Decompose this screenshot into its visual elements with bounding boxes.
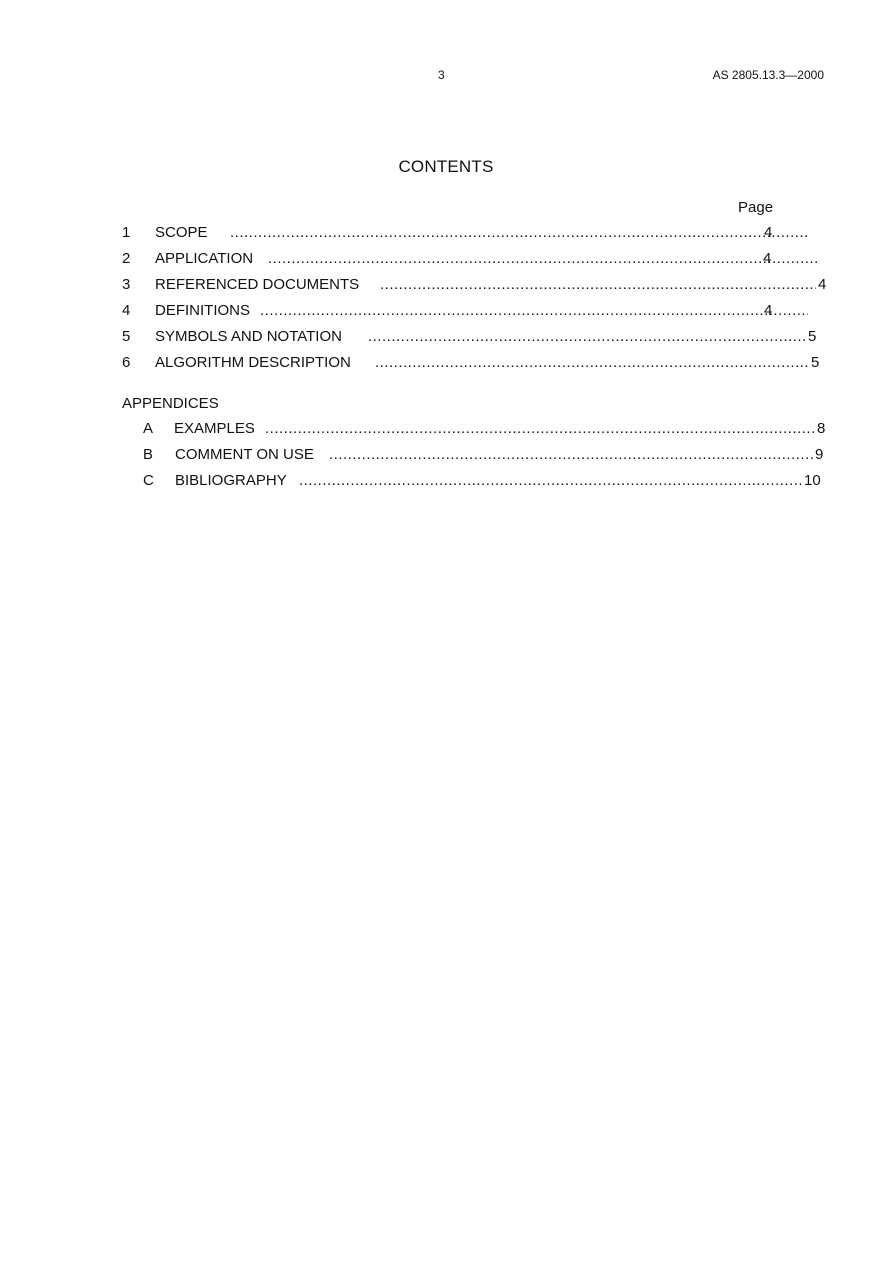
toc-entry-page: 4 [763,250,772,267]
toc-entry-scope[interactable] [122,222,812,244]
toc-entry-appendix-bibliography[interactable] [143,470,843,492]
toc-leader-dots [299,470,801,492]
toc-leader-dots [380,274,816,296]
toc-entry-symbols-and-notation[interactable] [122,326,832,348]
toc-entry-title: REFERENCED DOCUMENTS [155,276,360,293]
appendices-heading: APPENDICES [122,395,219,412]
toc-entry-appendix-examples[interactable] [143,418,843,440]
page-column-label: Page [738,199,774,216]
toc-entry-letter: C [143,472,154,489]
toc-leader-dots [329,444,813,466]
toc-entry-title: SYMBOLS AND NOTATION [155,328,342,345]
toc-leader-dots [260,300,808,322]
toc-entry-letter: A [143,420,154,437]
toc-entry-page: 5 [811,354,820,371]
toc-entry-number: 4 [122,302,131,319]
toc-entry-title: BIBLIOGRAPHY [175,472,287,489]
toc-entry-title: SCOPE [155,224,208,241]
toc-leader-dots [268,248,818,270]
toc-entry-letter: B [143,446,154,463]
toc-entry-page: 8 [817,420,826,437]
toc-entry-number: 3 [122,276,131,293]
toc-entry-appendix-comment-on-use[interactable] [143,444,843,466]
toc-entry-page: 5 [808,328,817,345]
toc-entry-title: DEFINITIONS [155,302,251,319]
toc-leader-dots [368,326,806,348]
toc-entry-title: ALGORITHM DESCRIPTION [155,354,351,371]
contents-title: CONTENTS [398,157,494,176]
toc-entry-page: 4 [764,224,773,241]
toc-entry-algorithm-description[interactable] [122,352,832,374]
toc-entry-title: EXAMPLES [174,420,255,437]
toc-leader-dots [375,352,809,374]
toc-leader-dots [230,222,808,244]
toc-entry-number: 1 [122,224,131,241]
toc-entry-referenced-documents[interactable] [122,274,832,296]
document-code: AS 2805.13.3—2000 [712,68,824,82]
toc-entry-definitions[interactable] [122,300,822,322]
toc-entry-page: 4 [764,302,773,319]
toc-entry-page: 10 [804,472,821,489]
toc-entry-page: 9 [815,446,824,463]
toc-entry-title: APPLICATION [155,250,254,267]
toc-entry-number: 2 [122,250,131,267]
toc-entry-number: 5 [122,328,131,345]
toc-entry-title: COMMENT ON USE [175,446,314,463]
toc-leader-dots [265,418,815,440]
page-number: 3 [438,68,445,82]
toc-entry-application[interactable] [122,248,822,270]
toc-entry-page: 4 [818,276,827,293]
toc-entry-number: 6 [122,354,131,371]
